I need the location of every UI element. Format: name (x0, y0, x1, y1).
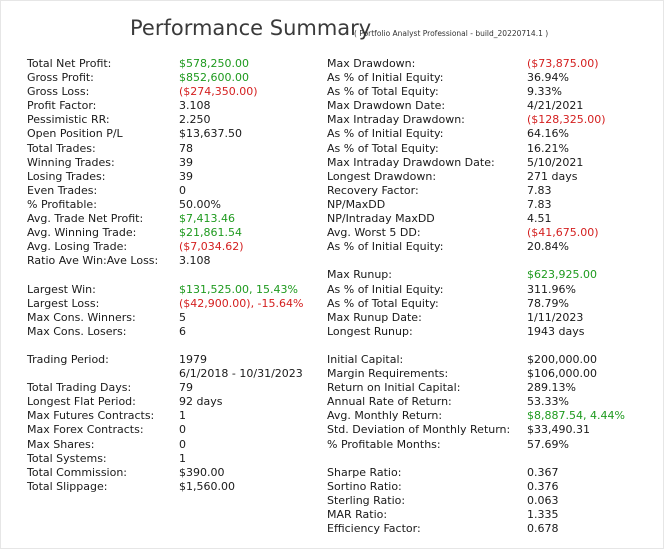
stat-label: Longest Flat Period: (27, 395, 136, 409)
stat-value: $578,250.00 (179, 57, 249, 70)
stat-label: As % of Initial Equity: (327, 240, 444, 254)
stat-label: Max Cons. Winners: (27, 310, 136, 324)
stat-value: 9.33% (527, 85, 562, 99)
stat-label: Annual Rate of Return: (327, 395, 452, 409)
stat-value: ($274,350.00) (179, 85, 258, 99)
stat-label: Max Runup Date: (327, 310, 422, 324)
stat-value: 50.00% (179, 197, 221, 211)
stat-label: NP/MaxDD (327, 197, 386, 211)
stat-value: $7,413.46 (179, 212, 235, 226)
stat-label: Total Trading Days: (27, 381, 132, 395)
stat-label: Sharpe Ratio: (327, 465, 402, 479)
stat-label: Max Futures Contracts: (27, 409, 155, 423)
stat-value: 4/21/2021 (527, 99, 584, 113)
stat-label: Max Drawdown Date: (327, 99, 446, 113)
stat-value: ($41,675.00) (527, 226, 599, 240)
stat-label: Max Runup: (327, 268, 392, 282)
stat-label: Losing Trades: (27, 169, 106, 183)
stat-label: % Profitable: (27, 197, 97, 211)
stat-label: Return on Initial Capital: (327, 381, 461, 395)
stat-label: Avg. Winning Trade: (27, 226, 137, 240)
stat-value: 53.33% (527, 395, 569, 409)
stat-value: 0.376 (527, 479, 559, 493)
stat-label: Margin Requirements: (327, 367, 449, 381)
stat-label: Max Intraday Drawdown Date: (327, 155, 495, 169)
stat-value: 39 (179, 169, 193, 183)
stat-value: 3.108 (179, 254, 211, 268)
stat-value: 1943 days (527, 324, 585, 338)
stat-label: Max Shares: (27, 437, 95, 451)
stat-value: 64.16% (527, 127, 569, 141)
stat-value: 271 days (527, 169, 578, 183)
stat-label: Longest Drawdown: (327, 169, 437, 183)
stat-label: Sortino Ratio: (327, 479, 402, 493)
stat-value: 79 (179, 381, 193, 395)
stat-value: 0.367 (527, 465, 559, 479)
stat-label: Avg. Trade Net Profit: (27, 212, 144, 226)
stat-label: Total Systems: (27, 451, 107, 465)
page-title: Performance Summary (130, 16, 372, 40)
stat-label: NP/Intraday MaxDD (327, 212, 435, 226)
stat-label: Profit Factor: (27, 99, 97, 113)
stat-label: Max Drawdown: (327, 57, 416, 70)
stat-value: $8,887.54, 4.44% (527, 409, 625, 423)
stat-label: Std. Deviation of Monthly Return: (327, 423, 511, 437)
stat-label: % Profitable Months: (327, 437, 441, 451)
stat-value: ($73,875.00) (527, 57, 599, 70)
stat-label: As % of Initial Equity: (327, 71, 444, 85)
stat-value: 5 (179, 310, 186, 324)
stat-label: As % of Total Equity: (327, 85, 439, 99)
stat-label: Max Cons. Losers: (27, 324, 127, 338)
stat-label: Avg. Worst 5 DD: (327, 226, 421, 240)
stat-value: $852,600.00 (179, 71, 249, 85)
stat-label: MAR Ratio: (327, 508, 388, 521)
stat-label: Largest Win: (27, 282, 96, 296)
stat-label: Sterling Ratio: (327, 493, 406, 507)
stat-label: Recovery Factor: (327, 183, 419, 197)
stat-label: Longest Runup: (327, 324, 413, 338)
stat-label: Initial Capital: (327, 352, 404, 366)
stat-value: 0.678 (527, 522, 559, 536)
stat-value: 1 (179, 451, 186, 465)
stat-label: Largest Loss: (27, 296, 100, 310)
stat-value: 16.21% (527, 141, 569, 155)
stat-label: Total Commission: (27, 465, 128, 479)
stat-label: Total Net Profit: (27, 57, 112, 70)
stat-value: 6/1/2018 - 10/31/2023 (179, 367, 303, 381)
stat-value: 7.83 (527, 197, 552, 211)
stat-value: 0 (179, 183, 186, 197)
stat-value: ($128,325.00) (527, 113, 606, 127)
stat-label: Max Intraday Drawdown: (327, 113, 465, 127)
stat-label: Winning Trades: (27, 155, 115, 169)
stat-label: Pessimistic RR: (27, 113, 110, 127)
stat-value: 289.13% (527, 381, 576, 395)
stat-value: 7.83 (527, 183, 552, 197)
stat-label: As % of Total Equity: (327, 141, 439, 155)
stat-value: 1.335 (527, 508, 559, 521)
stat-value: 1 (179, 409, 186, 423)
stat-value: $106,000.00 (527, 367, 597, 381)
stat-label: Avg. Monthly Return: (327, 409, 443, 423)
stat-label: Total Trades: (27, 141, 96, 155)
stat-label: Total Slippage: (27, 479, 108, 493)
stat-value: 2.250 (179, 113, 211, 127)
stat-label: Max Forex Contracts: (27, 423, 144, 437)
stat-value: 0 (179, 423, 186, 437)
stat-label: As % of Total Equity: (327, 296, 439, 310)
stat-value: 1979 (179, 352, 207, 366)
stat-value: $390.00 (179, 465, 225, 479)
stat-value: 20.84% (527, 240, 569, 254)
stat-value: $623,925.00 (527, 268, 597, 282)
stat-label: Open Position P/L (27, 127, 123, 141)
build-subtitle: ( Portfolio Analyst Professional - build_20220714.1 ) (354, 29, 549, 38)
stat-value: $131,525.00, 15.43% (179, 282, 298, 296)
stat-value: ($42,900.00), -15.64% (179, 296, 304, 310)
stat-value: 0.063 (527, 493, 559, 507)
stat-label: As % of Initial Equity: (327, 127, 444, 141)
stat-value: 36.94% (527, 71, 569, 85)
stat-label: Even Trades: (27, 183, 98, 197)
stat-label: Ratio Ave Win:Ave Loss: (27, 254, 159, 268)
stat-value: 4.51 (527, 212, 552, 226)
stat-value: $1,560.00 (179, 479, 235, 493)
stat-value: 39 (179, 155, 193, 169)
stat-label: As % of Initial Equity: (327, 282, 444, 296)
stat-value: $200,000.00 (527, 352, 597, 366)
stat-label: Gross Loss: (27, 85, 90, 99)
stat-value: 1/11/2023 (527, 310, 584, 324)
stat-value: $13,637.50 (179, 127, 242, 141)
stat-label: Gross Profit: (27, 71, 94, 85)
stat-label: Trading Period: (27, 352, 109, 366)
stat-label: Efficiency Factor: (327, 522, 421, 536)
stat-value: 5/10/2021 (527, 155, 584, 169)
stat-label: Avg. Losing Trade: (27, 240, 128, 254)
stat-value: 78.79% (527, 296, 569, 310)
stat-value: 6 (179, 324, 186, 338)
stat-value: 57.69% (527, 437, 569, 451)
stat-value: 92 days (179, 395, 223, 409)
stat-value: $33,490.31 (527, 423, 590, 437)
stat-value: 78 (179, 141, 193, 155)
stat-value: 311.96% (527, 282, 576, 296)
stat-value: $21,861.54 (179, 226, 242, 240)
stat-value: 0 (179, 437, 186, 451)
stat-value: 3.108 (179, 99, 211, 113)
stat-value: ($7,034.62) (179, 240, 244, 254)
